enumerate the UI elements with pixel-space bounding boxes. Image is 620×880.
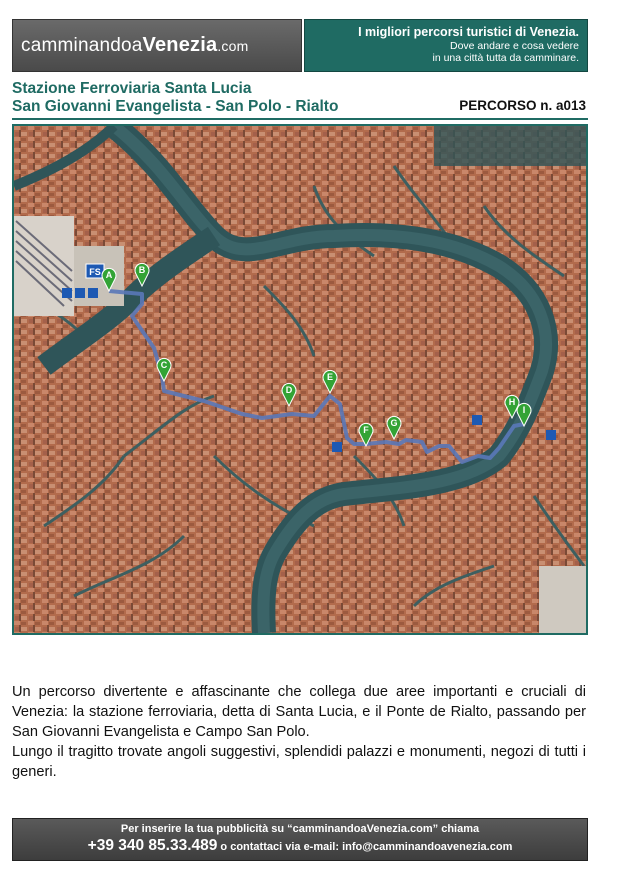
advertising-footer xyxy=(12,818,588,861)
description-p1: Un percorso divertente e affascinante che collega due aree importanti e cruciali di Venezia: la stazione ferroviaria, detta di Santa Lucia, e il Ponte de Rialto, passando per San Giovanni Evangelista e Campo San Polo. xyxy=(12,684,586,740)
marker-label: E xyxy=(326,372,334,382)
marker-label: F xyxy=(363,425,369,435)
logo-text: camminandoaVenezia.com xyxy=(21,34,249,56)
subline-1: Dove andare e cosa vedere xyxy=(450,40,579,52)
port-area xyxy=(539,566,586,633)
marker-label: A xyxy=(105,270,113,280)
marker-label: C xyxy=(160,360,168,370)
description-p2: Lungo il tragitto trovate angoli suggestivi, splendidi palazzi e monumenti, negozi di tutti i generi. xyxy=(12,744,586,780)
site-logo[interactable] xyxy=(12,19,302,72)
subline-2: in una città tutta da camminare. xyxy=(432,52,579,64)
contact-line: +39 340 85.33.489 o contattaci via e-mail: info@camminandoavenezia.com xyxy=(87,837,513,854)
tagline: I migliori percorsi turistici di Venezia. xyxy=(358,25,579,39)
marker-label: I xyxy=(522,405,526,415)
route-title-path: San Giovanni Evangelista - San Polo - Rialto xyxy=(12,98,339,115)
marker-label: D xyxy=(285,385,293,395)
route-code: PERCORSO n. a013 xyxy=(459,98,586,113)
title-divider xyxy=(12,118,588,120)
advertise-line: Per inserire la tua pubblicità su “camminandoaVenezia.com” chiama xyxy=(120,823,480,835)
header-tagline-box xyxy=(304,19,588,72)
map-canvas[interactable] xyxy=(14,126,586,633)
route-map[interactable] xyxy=(12,124,588,635)
train-station-icon[interactable] xyxy=(86,264,104,278)
city-blocks xyxy=(14,126,586,633)
route-title-start: Stazione Ferroviaria Santa Lucia xyxy=(12,80,252,97)
lagoon-north xyxy=(434,126,586,166)
marker-label: H xyxy=(508,397,516,407)
station-label: FS xyxy=(89,267,101,277)
route-description xyxy=(12,682,586,782)
marker-label: B xyxy=(138,265,146,275)
email-link[interactable]: info@camminandoavenezia.com xyxy=(342,841,513,853)
phone-number[interactable]: +39 340 85.33.489 xyxy=(87,837,218,854)
marker-label: G xyxy=(390,418,398,428)
